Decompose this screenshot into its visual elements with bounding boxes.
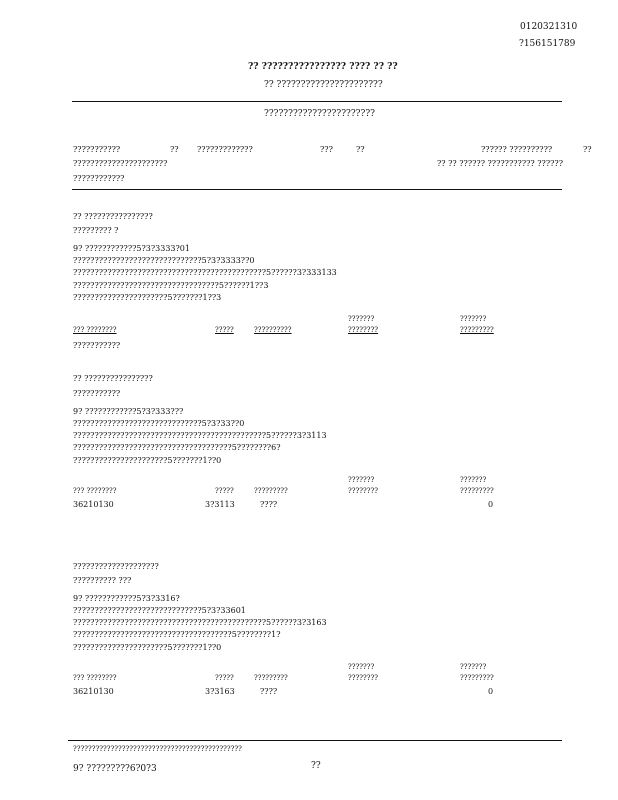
record-line: ??????????????????????????????5?3?3333??0 [73, 256, 255, 265]
document-title: ?? ???????????????? ???? ?? ?? [248, 62, 398, 72]
column-header: ???????? [348, 326, 379, 334]
table-cell: ???? [260, 500, 278, 509]
record-line: ?????????????????????????????????????????????5??????3?3163 [73, 618, 327, 627]
page-number: ?? [311, 761, 321, 771]
column-header: ????? [215, 487, 234, 495]
section-subheading: ????????? ? [73, 226, 119, 235]
table-cell: 0 [488, 500, 494, 509]
column-header: ??? ???????? [73, 674, 117, 682]
table-cell: 36210130 [73, 687, 114, 696]
column-header-top: ??????? [460, 663, 487, 671]
record-line: ?????????????????????????????????????5????????1? [73, 630, 281, 639]
document-subtitle: ??????????????????????? [264, 109, 375, 119]
info-line: ?? ?? ?????? ??????????? ?????? [437, 159, 563, 168]
info-label: ??????????? [73, 145, 121, 154]
table-cell: 3?3163 [205, 687, 235, 696]
column-header: ????? [215, 326, 234, 334]
record-line: ??????????????????????????????5?3?33601 [73, 606, 246, 615]
info-line: ???????????? [73, 174, 125, 183]
info-line: ?????????????????????? [73, 159, 168, 168]
column-header-top: ??????? [348, 663, 375, 671]
column-header: ????????? [460, 326, 494, 334]
column-header-top: ??????? [460, 315, 487, 323]
header-divider [72, 101, 562, 102]
column-header: ????? [215, 674, 234, 682]
record-line: ??????????????????????5???????1??0 [73, 643, 222, 652]
document-id: 0120321310 [520, 22, 578, 32]
column-header-top: ??????? [348, 476, 375, 484]
footer-divider [68, 740, 562, 741]
table-cell: 0 [488, 687, 494, 696]
section-heading: ?? ???????????????? [73, 374, 153, 383]
column-header: ?????????? [254, 326, 292, 334]
column-header-top: ??????? [348, 315, 375, 323]
footer-text: 9? ?????????6?0?3 [73, 764, 157, 774]
section-subheading: ?????????? ??? [73, 576, 132, 585]
table-cell: ???? [260, 687, 278, 696]
column-header: ??? ???????? [73, 487, 117, 495]
info-label: ?? [583, 145, 592, 154]
column-header: ????????? [254, 487, 288, 495]
record-line: 9? ????????????5?3?333??? [73, 407, 184, 416]
column-header: ???????? [348, 674, 379, 682]
record-line: ??????????????????????5???????1??0 [73, 456, 222, 465]
section-note: ??????????? [73, 341, 121, 350]
info-label: ??? [320, 145, 333, 154]
table-cell: 36210130 [73, 500, 114, 509]
record-line: 9? ????????????5?3?3333?01 [73, 244, 190, 253]
info-label: ?? [170, 145, 179, 154]
footer-line: ????????????????????????????????????????????? [73, 745, 242, 753]
info-value: ?????? ?????????? [481, 145, 553, 154]
document-reference: ?156151789 [519, 39, 576, 49]
info-divider [72, 189, 562, 190]
column-header: ????????? [460, 487, 494, 495]
column-header: ??? ???????? [73, 326, 117, 334]
column-header: ????????? [460, 674, 494, 682]
info-label: ?? [356, 145, 365, 154]
record-line: ?????????????????????????????????????5????????6? [73, 443, 281, 452]
record-line: ??????????????????????5???????1??3 [73, 293, 222, 302]
section-subheading: ??????????? [73, 389, 121, 398]
column-header: ???????? [348, 487, 379, 495]
record-line: 9? ????????????5?3?3316? [73, 594, 180, 603]
record-line: ??????????????????????????????5?3?33??0 [73, 419, 245, 428]
document-title-secondary: ?? ?????????????????????? [264, 80, 383, 90]
column-header: ????????? [254, 674, 288, 682]
info-value: ????????????? [197, 145, 253, 154]
record-line: ??????????????????????????????????5??????1??3 [73, 281, 269, 290]
table-cell: 3?3113 [205, 500, 235, 509]
record-line: ?????????????????????????????????????????????5??????3?3113 [73, 431, 327, 440]
column-header-top: ??????? [460, 476, 487, 484]
record-line: ?????????????????????????????????????????????5??????3?333133 [73, 268, 337, 277]
section-heading: ???????????????????? [73, 562, 159, 571]
section-heading: ?? ???????????????? [73, 212, 153, 221]
